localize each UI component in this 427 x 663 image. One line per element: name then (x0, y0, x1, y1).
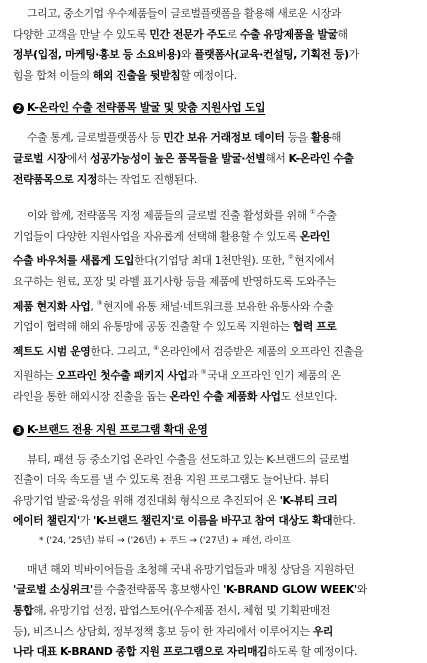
section-number-badge: 2 (13, 103, 24, 114)
text-line: 유망기업 발굴·육성을 위해 경진대회 형식으로 추진되어 온 'K-뷰티 크리 (13, 493, 338, 507)
text-line: 지원하는 오프라인 첫수출 패키지 사업과 ⑤국내 오프라인 인기 제품의 온 (13, 368, 341, 383)
text-line: 정부(입점, 마케팅·홍보 등 소요비용)와 플랫폼사(교육·컨설팅, 기획전 등)가 (13, 48, 359, 62)
text-line: 기업이 협력해 해외 유통망에 공동 진출할 수 있도록 지원하는 협력 프로 (13, 320, 337, 334)
section-heading-2: 2 K-온라인 수출 전략품목 발굴 및 맞춤 지원사업 도입 (13, 98, 414, 118)
text-line: 전략품목으로 지정하는 작업도 진행된다. (13, 172, 198, 186)
text-line: 등), 비즈니스 상담회, 정부정책 홍보 등이 한 자리에서 이루어지는 우리 (13, 624, 334, 638)
paragraph-kbrand (13, 450, 414, 532)
paragraph-strategic-items (13, 128, 414, 190)
text-line: 힘을 합쳐 이들의 해외 진출을 뒷받침할 예정이다. (13, 68, 237, 82)
text-line: 제품 현지화 사업, ③현지에 유통 채널·네트워크를 보유한 유통사와 수출 (13, 298, 334, 313)
text-line: 매년 해외 빅바이어들을 초청해 국내 유망기업들과 매칭 상담을 지원하던 (27, 562, 355, 576)
text-line: 기업들이 다양한 지원사업을 자유롭게 선택해 활용할 수 있도록 온라인 (13, 229, 330, 243)
text-line: '글로벌 소싱위크'를 수출전략품목 홍보행사인 'K-BRAND GLOW WEEK'와 (13, 583, 367, 597)
footnote: * ('24, '25년) 뷰티 → ('26년) + 푸드 → ('27년) + 패션, 라이프 (39, 534, 291, 546)
text-line: 진출이 더욱 속도를 낼 수 있도록 전용 지원 프로그램도 늘어난다. 뷰티 (13, 473, 330, 487)
paragraph-support-programs (13, 202, 414, 407)
text-line: 젝트도 시범 운영한다. 그리고, ④온라인에서 검증받은 제품의 오프라인 진출을 (13, 343, 364, 358)
paragraph-platform-support (13, 4, 414, 86)
text-line: 글로벌 시장에서 성공가능성이 높은 품목들을 발굴·선별해서 K-온라인 수출 (13, 151, 354, 165)
text-line: 통합해, 유망기업 선정, 팝업스토어(우수제품 전시, 체험 및 기획판매전 (13, 604, 330, 618)
text-line: 라인을 통한 해외시장 진출을 돕는 온라인 수출 제품화 사업도 선보인다. (13, 389, 338, 403)
section-heading-3: 3 K-브랜드 전용 지원 프로그램 확대 운영 (13, 420, 414, 440)
paragraph-glow-week (13, 560, 414, 663)
text-line: 이와 함께, 전략품목 지정 제품들의 글로벌 진출 활성화를 위해 ①수출 (27, 208, 337, 223)
text-line: 수출 통계, 글로벌플랫폼사 등 민간 보유 거래정보 데이터 등을 활용해 (27, 131, 342, 145)
text-line: 에이터 챌린지'가 'K-브랜드 챌린지'로 이름을 바꾸고 참여 대상도 확대한다. (13, 514, 356, 528)
text-line: 수출 바우처를 새롭게 도입한다(기업당 최대 1천만원). 또한, ②현지에서 (13, 253, 335, 268)
text-line: 나라 대표 K-BRAND 종합 지원 프로그램으로 자리매김하도록 할 예정이다. (13, 645, 358, 659)
text-line: 다양한 고객을 만날 수 있도록 민간 전문가 주도로 수출 유망제품을 발굴해 (13, 27, 348, 41)
text-line: 그리고, 중소기업 우수제품들이 글로벌플랫폼을 활용해 새로운 시장과 (27, 7, 341, 20)
text-line: 뷰티, 패션 등 중소기업 온라인 수출을 선도하고 있는 K-브랜드의 글로벌 (27, 452, 350, 466)
text-line: 요구하는 원료, 포장 및 라벨 표기사항 등을 제품에 반영하도록 도와주는 (13, 274, 337, 288)
section-number-badge: 3 (13, 425, 24, 436)
